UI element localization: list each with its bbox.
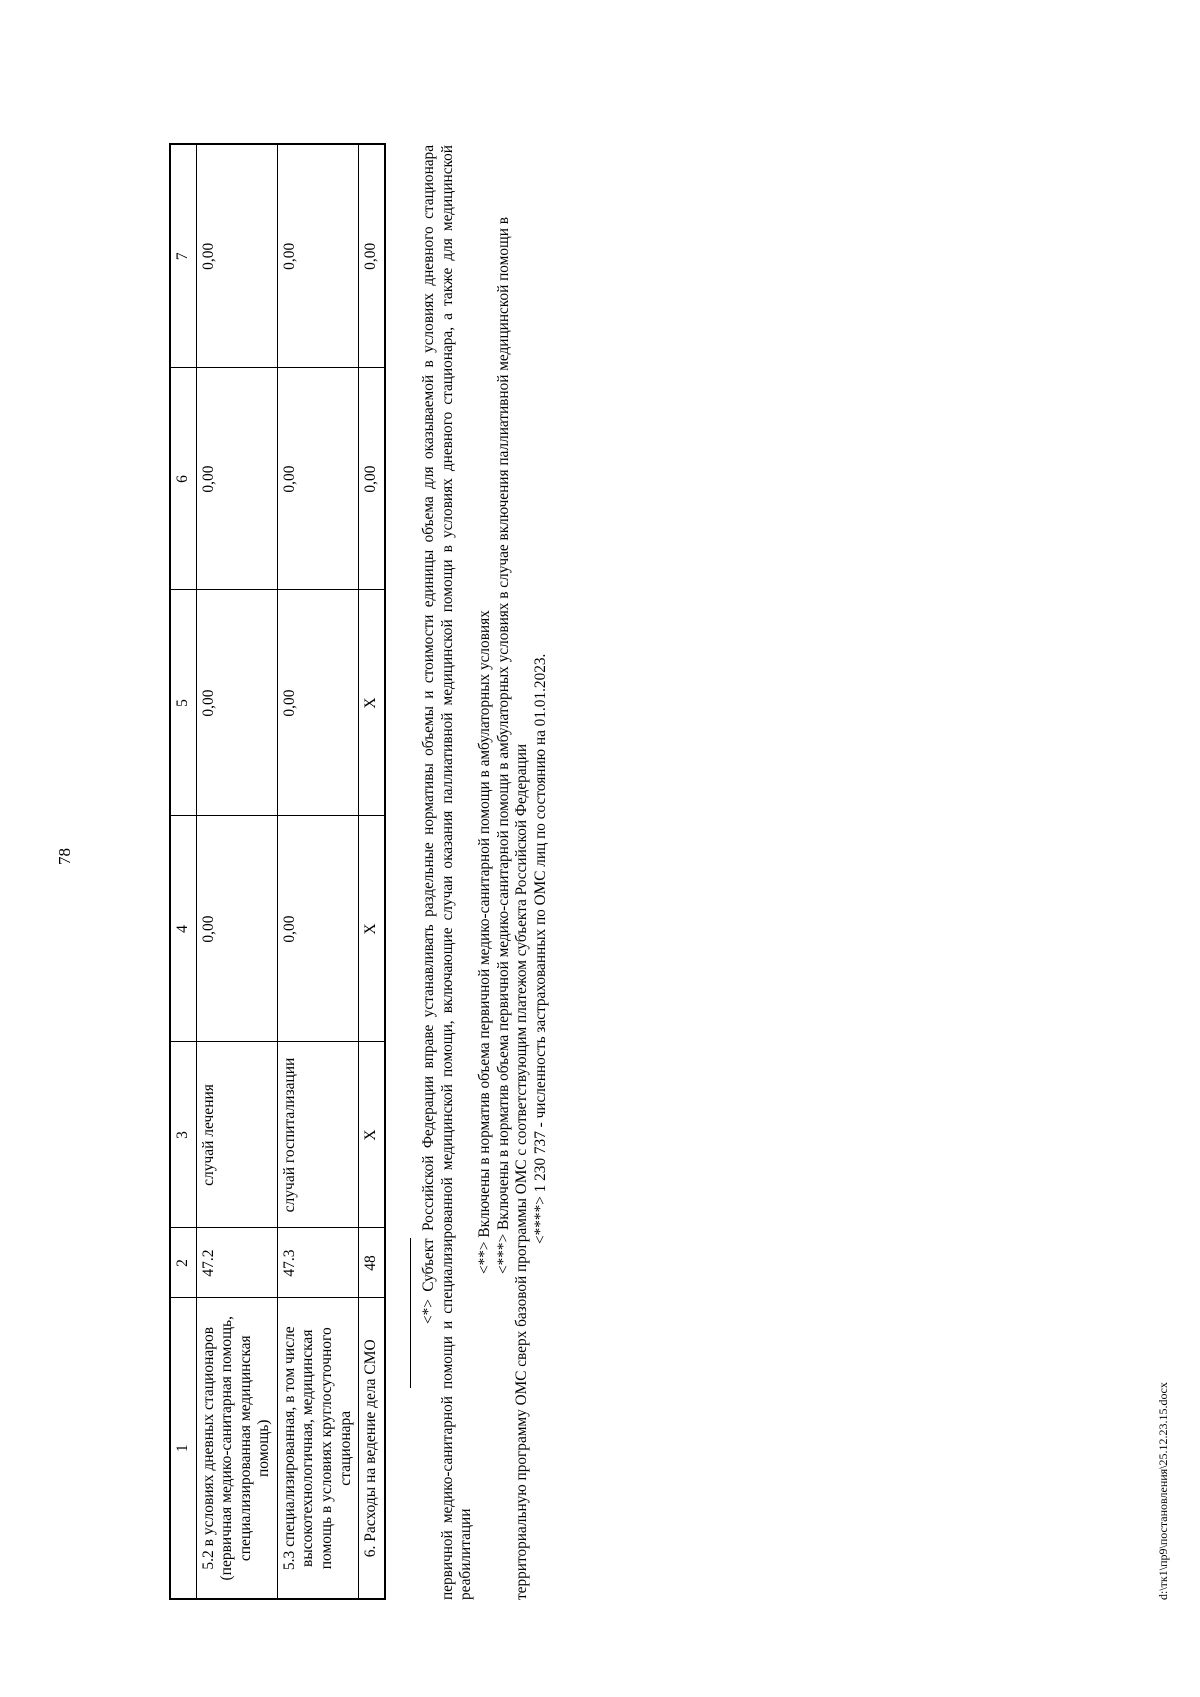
row-value-cell: 0,00: [196, 144, 277, 368]
header-cell: 1: [170, 1298, 196, 1599]
row-name-cell: 6. Расходы на ведение дела СМО: [359, 1298, 385, 1599]
row-value-cell: 0,00: [277, 144, 358, 368]
landscape-content: [150, 140, 1090, 1600]
row-value-cell: 0,00: [277, 816, 358, 1042]
footer-file-path: d:\тк1\пр9\постановления\25.12.23.15.docx: [1156, 1382, 1170, 1600]
row-value-cell: 0,00: [359, 368, 385, 590]
row-value-cell: Х: [359, 590, 385, 816]
header-cell: 6: [170, 368, 196, 590]
row-code-cell: 47.3: [277, 1228, 358, 1298]
table-row: [359, 144, 385, 1599]
header-cell: 5: [170, 590, 196, 816]
row-code-cell: 48: [359, 1228, 385, 1298]
row-value-cell: 0,00: [196, 816, 277, 1042]
footnote-4: <****> 1 230 737 - численность застрахованных по ОМС лиц по состоянию на 01.01.2023.: [531, 653, 549, 1244]
data-table: [169, 143, 386, 1600]
footnotes: [420, 145, 551, 1600]
row-unit-cell: случай лечения: [196, 1042, 277, 1228]
row-value-cell: Х: [359, 816, 385, 1042]
row-value-cell: 0,00: [196, 368, 277, 590]
footnote-separator: [410, 1238, 411, 1388]
footnote-2: <**> Включены в норматив объема первичной медико-санитарной помощи в амбулаторных условиях: [475, 610, 493, 1274]
page-number: 78: [55, 848, 74, 865]
header-cell: 2: [170, 1228, 196, 1298]
row-value-cell: 0,00: [359, 144, 385, 368]
footnote-1: <*> Субъект Российской Федерации вправе устанавливать раздельные нормативы объемы и стоимости единицы объема для оказываемой в условиях дневного стационара первичной медико-санитарной помощи и специализированной медицинской помощи, включающие случаи оказания паллиативной медицинской помощи в условиях дневного стационара, а также для медицинской реабилитации: [420, 145, 475, 1600]
row-name-cell: 5.3 специализированная, в том числе высокотехнологичная, медицинская помощь в условиях круглосуточного стационара: [277, 1298, 358, 1599]
row-unit-cell: случай госпитализации: [277, 1042, 358, 1228]
row-name-cell: 5.2 в условиях дневных стационаров (первичная медико-санитарная помощь, специализированная медицинская помощь): [196, 1298, 277, 1599]
footnote-3: <***> Включены в норматив объема первичной медико-санитарной помощи в амбулаторных условиях в случае включения паллиативной медицинской помощи в территориальную программу ОМС сверх базовой программы ОМС с соответствующим платежом субъекта Российской Федерации: [494, 216, 531, 1600]
row-value-cell: 0,00: [277, 590, 358, 816]
row-code-cell: 47.2: [196, 1228, 277, 1298]
header-cell: 7: [170, 144, 196, 368]
row-value-cell: 0,00: [277, 368, 358, 590]
table-row: [196, 144, 277, 1599]
table-header-row: [170, 144, 196, 1599]
row-unit-cell: Х: [359, 1042, 385, 1228]
header-cell: 3: [170, 1042, 196, 1228]
table-row: [277, 144, 358, 1599]
header-cell: 4: [170, 816, 196, 1042]
row-value-cell: 0,00: [196, 590, 277, 816]
